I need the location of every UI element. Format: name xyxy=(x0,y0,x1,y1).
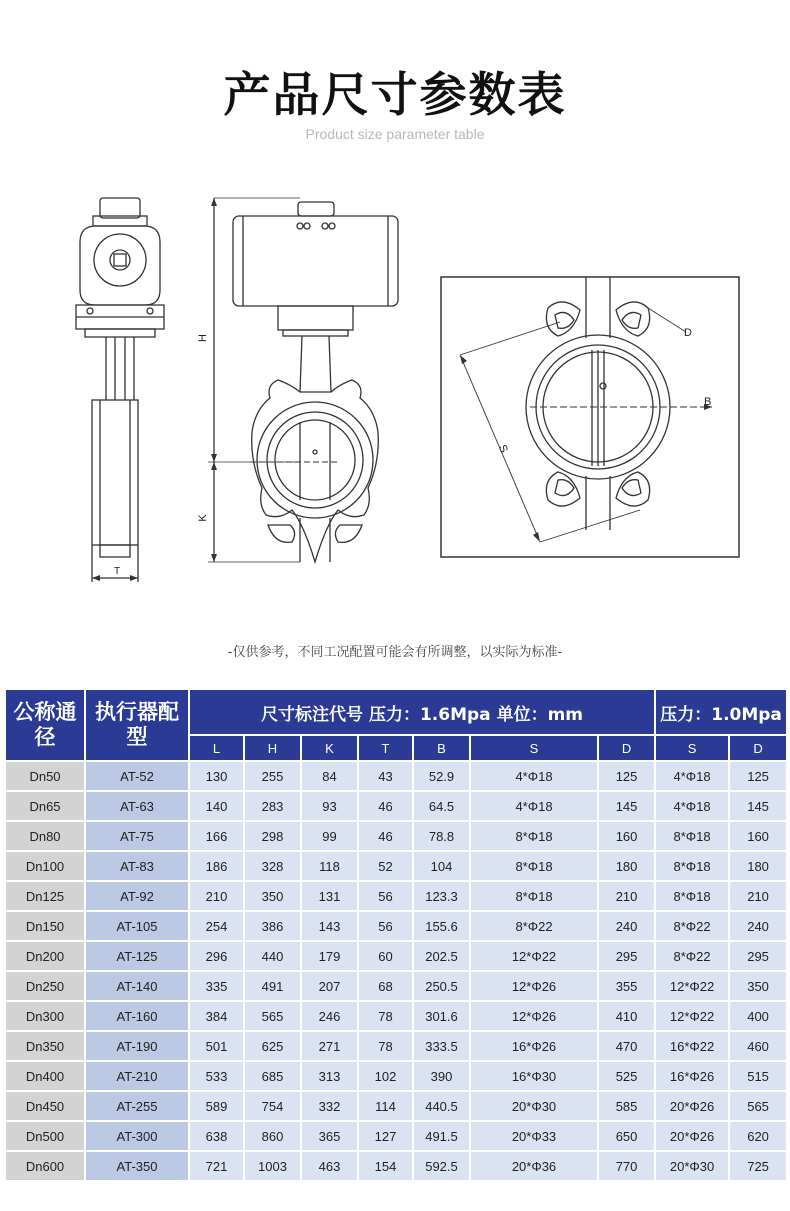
dimension-cell: 8*Φ18 xyxy=(470,821,598,851)
dimension-cell: 460 xyxy=(729,1031,787,1061)
dimension-cell: 131 xyxy=(301,881,358,911)
actuator-model-cell: AT-255 xyxy=(85,1091,189,1121)
table-row xyxy=(5,761,787,791)
dimension-cell: 721 xyxy=(189,1151,244,1181)
dimension-cell: 491.5 xyxy=(413,1121,470,1151)
dimension-cell: 20*Φ30 xyxy=(655,1151,729,1181)
front-view-drawing xyxy=(208,198,398,562)
header-dimension-1-6mpa: 尺寸标注代号 压力：1.6Mpa 单位：mm xyxy=(189,689,655,735)
column-header: L xyxy=(189,735,244,761)
actuator-model-cell: AT-63 xyxy=(85,791,189,821)
dimension-cell: 207 xyxy=(301,971,358,1001)
dimension-cell: 78 xyxy=(358,1031,413,1061)
dimension-cell: 114 xyxy=(358,1091,413,1121)
dimension-cell: 210 xyxy=(729,881,787,911)
dimension-cell: 589 xyxy=(189,1091,244,1121)
table-row xyxy=(5,1151,787,1181)
dimension-cell: 295 xyxy=(729,941,787,971)
dimension-cell: 8*Φ22 xyxy=(655,941,729,971)
dimension-cell: 12*Φ22 xyxy=(470,941,598,971)
dimension-cell: 20*Φ36 xyxy=(470,1151,598,1181)
dimension-cell: 8*Φ22 xyxy=(470,911,598,941)
dimension-cell: 78.8 xyxy=(413,821,470,851)
table-row xyxy=(5,1121,787,1151)
header-actuator-model: 执行器配型 xyxy=(85,689,189,761)
dimension-cell: 52 xyxy=(358,851,413,881)
dimension-cell: 565 xyxy=(244,1001,301,1031)
table-row xyxy=(5,791,787,821)
dimension-cell: 43 xyxy=(358,761,413,791)
column-header: K xyxy=(301,735,358,761)
nominal-diameter-cell: Dn100 xyxy=(5,851,85,881)
dimension-cell: 179 xyxy=(301,941,358,971)
dimension-cell: 685 xyxy=(244,1061,301,1091)
dimension-cell: 350 xyxy=(244,881,301,911)
nominal-diameter-cell: Dn300 xyxy=(5,1001,85,1031)
column-header: S xyxy=(655,735,729,761)
dimension-cell: 250.5 xyxy=(413,971,470,1001)
column-header: T xyxy=(358,735,413,761)
nominal-diameter-cell: Dn350 xyxy=(5,1031,85,1061)
nominal-diameter-cell: Dn400 xyxy=(5,1061,85,1091)
dimension-cell: 4*Φ18 xyxy=(655,791,729,821)
dimension-cell: 386 xyxy=(244,911,301,941)
nominal-diameter-cell: Dn150 xyxy=(5,911,85,941)
nominal-diameter-cell: Dn200 xyxy=(5,941,85,971)
dimension-cell: 565 xyxy=(729,1091,787,1121)
dimension-cell: 470 xyxy=(598,1031,655,1061)
dimension-cell: 770 xyxy=(598,1151,655,1181)
dimension-cell: 296 xyxy=(189,941,244,971)
nominal-diameter-cell: Dn65 xyxy=(5,791,85,821)
dimension-cell: 155.6 xyxy=(413,911,470,941)
dimension-cell: 365 xyxy=(301,1121,358,1151)
dimension-cell: 16*Φ22 xyxy=(655,1031,729,1061)
dimension-cell: 246 xyxy=(301,1001,358,1031)
dimension-cell: 620 xyxy=(729,1121,787,1151)
dimension-cell: 8*Φ18 xyxy=(470,851,598,881)
dimension-cell: 210 xyxy=(189,881,244,911)
dimension-cell: 160 xyxy=(729,821,787,851)
table-row xyxy=(5,1061,787,1091)
table-row xyxy=(5,1091,787,1121)
dimension-cell: 390 xyxy=(413,1061,470,1091)
nominal-diameter-cell: Dn250 xyxy=(5,971,85,1001)
actuator-model-cell: AT-190 xyxy=(85,1031,189,1061)
valve-dimension-drawing xyxy=(0,170,790,600)
dimension-cell: 638 xyxy=(189,1121,244,1151)
nominal-diameter-cell: Dn80 xyxy=(5,821,85,851)
dimension-cell: 298 xyxy=(244,821,301,851)
table-row xyxy=(5,881,787,911)
dimension-cell: 20*Φ26 xyxy=(655,1121,729,1151)
table-row xyxy=(5,911,787,941)
dimension-cell: 650 xyxy=(598,1121,655,1151)
dimension-cell: 64.5 xyxy=(413,791,470,821)
dim-label-k: K xyxy=(197,514,209,522)
dimension-cell: 332 xyxy=(301,1091,358,1121)
dimension-cell: 8*Φ18 xyxy=(655,851,729,881)
dimension-cell: 20*Φ30 xyxy=(470,1091,598,1121)
dimension-cell: 125 xyxy=(598,761,655,791)
dimension-cell: 93 xyxy=(301,791,358,821)
dimension-cell: 60 xyxy=(358,941,413,971)
dimension-cell: 84 xyxy=(301,761,358,791)
column-header: B xyxy=(413,735,470,761)
dimension-cell: 140 xyxy=(189,791,244,821)
dimension-cell: 515 xyxy=(729,1061,787,1091)
header-nominal-diameter: 公称通径 xyxy=(5,689,85,761)
column-header: D xyxy=(598,735,655,761)
dimension-cell: 180 xyxy=(729,851,787,881)
dimension-cell: 210 xyxy=(598,881,655,911)
dim-label-b: B xyxy=(704,396,712,408)
dimension-cell: 440.5 xyxy=(413,1091,470,1121)
dimension-cell: 400 xyxy=(729,1001,787,1031)
dimension-cell: 118 xyxy=(301,851,358,881)
dimension-cell: 463 xyxy=(301,1151,358,1181)
dimension-cell: 283 xyxy=(244,791,301,821)
page-title: 产品尺寸参数表 xyxy=(223,68,567,123)
actuator-model-cell: AT-52 xyxy=(85,761,189,791)
table-row xyxy=(5,1001,787,1031)
parameter-table xyxy=(4,688,788,1182)
nominal-diameter-cell: Dn125 xyxy=(5,881,85,911)
dimension-cell: 20*Φ33 xyxy=(470,1121,598,1151)
dimension-cell: 52.9 xyxy=(413,761,470,791)
actuator-model-cell: AT-92 xyxy=(85,881,189,911)
dimension-cell: 166 xyxy=(189,821,244,851)
dimension-cell: 20*Φ26 xyxy=(655,1091,729,1121)
dimension-cell: 525 xyxy=(598,1061,655,1091)
dimension-cell: 180 xyxy=(598,851,655,881)
dimension-cell: 12*Φ26 xyxy=(470,1001,598,1031)
dimension-cell: 240 xyxy=(598,911,655,941)
nominal-diameter-cell: Dn450 xyxy=(5,1091,85,1121)
dimension-cell: 16*Φ30 xyxy=(470,1061,598,1091)
dimension-cell: 16*Φ26 xyxy=(470,1031,598,1061)
dimension-cell: 355 xyxy=(598,971,655,1001)
table-row xyxy=(5,941,787,971)
dimension-cell: 328 xyxy=(244,851,301,881)
dimension-cell: 301.6 xyxy=(413,1001,470,1031)
dimension-cell: 12*Φ22 xyxy=(655,971,729,1001)
table-row xyxy=(5,971,787,1001)
dimension-cell: 12*Φ26 xyxy=(470,971,598,1001)
dimension-cell: 533 xyxy=(189,1061,244,1091)
dimension-cell: 271 xyxy=(301,1031,358,1061)
dimension-cell: 130 xyxy=(189,761,244,791)
column-header: S xyxy=(470,735,598,761)
actuator-model-cell: AT-160 xyxy=(85,1001,189,1031)
actuator-model-cell: AT-140 xyxy=(85,971,189,1001)
dimension-cell: 440 xyxy=(244,941,301,971)
dimension-cell: 125 xyxy=(729,761,787,791)
dimension-cell: 501 xyxy=(189,1031,244,1061)
dimension-cell: 240 xyxy=(729,911,787,941)
dimension-cell: 4*Φ18 xyxy=(470,791,598,821)
dimension-cell: 625 xyxy=(244,1031,301,1061)
dimension-cell: 350 xyxy=(729,971,787,1001)
actuator-model-cell: AT-210 xyxy=(85,1061,189,1091)
dimension-cell: 154 xyxy=(358,1151,413,1181)
dimension-cell: 335 xyxy=(189,971,244,1001)
flange-view-drawing xyxy=(441,277,739,557)
dimension-cell: 46 xyxy=(358,821,413,851)
dimension-cell: 145 xyxy=(598,791,655,821)
dimension-cell: 160 xyxy=(598,821,655,851)
column-header: D xyxy=(729,735,787,761)
dimension-cell: 8*Φ22 xyxy=(655,911,729,941)
table-header-row xyxy=(5,689,787,735)
table-body xyxy=(5,761,787,1181)
nominal-diameter-cell: Dn500 xyxy=(5,1121,85,1151)
dimension-cell: 145 xyxy=(729,791,787,821)
reference-note: -仅供参考，不同工况配置可能会有所调整，以实际为标准- xyxy=(227,645,563,660)
dim-label-t: T xyxy=(113,566,121,577)
dimension-cell: 202.5 xyxy=(413,941,470,971)
dimension-cell: 8*Φ18 xyxy=(470,881,598,911)
dim-label-s: S xyxy=(495,443,510,455)
dimension-cell: 4*Φ18 xyxy=(655,761,729,791)
header-pressure-1-0mpa: 压力：1.0Mpa xyxy=(655,689,787,735)
dimension-cell: 1003 xyxy=(244,1151,301,1181)
dimension-cell: 143 xyxy=(301,911,358,941)
nominal-diameter-cell: Dn600 xyxy=(5,1151,85,1181)
dimension-cell: 102 xyxy=(358,1061,413,1091)
dimension-cell: 255 xyxy=(244,761,301,791)
dimension-cell: 104 xyxy=(413,851,470,881)
actuator-model-cell: AT-300 xyxy=(85,1121,189,1151)
dimension-cell: 725 xyxy=(729,1151,787,1181)
dimension-cell: 754 xyxy=(244,1091,301,1121)
page-subtitle: Product size parameter table xyxy=(305,126,485,142)
dimension-cell: 46 xyxy=(358,791,413,821)
actuator-model-cell: AT-125 xyxy=(85,941,189,971)
dimension-cell: 99 xyxy=(301,821,358,851)
dimension-cell: 186 xyxy=(189,851,244,881)
actuator-model-cell: AT-350 xyxy=(85,1151,189,1181)
dimension-cell: 123.3 xyxy=(413,881,470,911)
dimension-cell: 78 xyxy=(358,1001,413,1031)
dimension-cell: 8*Φ18 xyxy=(655,821,729,851)
dimension-cell: 295 xyxy=(598,941,655,971)
dim-label-h: H xyxy=(197,334,209,342)
table-row xyxy=(5,851,787,881)
actuator-model-cell: AT-105 xyxy=(85,911,189,941)
dimension-cell: 384 xyxy=(189,1001,244,1031)
dimension-cell: 333.5 xyxy=(413,1031,470,1061)
actuator-model-cell: AT-83 xyxy=(85,851,189,881)
dimension-cell: 8*Φ18 xyxy=(655,881,729,911)
actuator-model-cell: AT-75 xyxy=(85,821,189,851)
dimension-cell: 16*Φ26 xyxy=(655,1061,729,1091)
nominal-diameter-cell: Dn50 xyxy=(5,761,85,791)
dimension-cell: 127 xyxy=(358,1121,413,1151)
table-row xyxy=(5,1031,787,1061)
dimension-cell: 585 xyxy=(598,1091,655,1121)
dimension-cell: 592.5 xyxy=(413,1151,470,1181)
side-view-drawing xyxy=(76,198,164,582)
dimension-cell: 254 xyxy=(189,911,244,941)
dimension-cell: 313 xyxy=(301,1061,358,1091)
column-header: H xyxy=(244,735,301,761)
dimension-cell: 56 xyxy=(358,911,413,941)
dimension-cell: 410 xyxy=(598,1001,655,1031)
table-row xyxy=(5,821,787,851)
dimension-cell: 4*Φ18 xyxy=(470,761,598,791)
dimension-cell: 860 xyxy=(244,1121,301,1151)
dimension-cell: 68 xyxy=(358,971,413,1001)
dimension-cell: 12*Φ22 xyxy=(655,1001,729,1031)
dimension-cell: 491 xyxy=(244,971,301,1001)
dim-label-d: D xyxy=(684,327,692,339)
dimension-cell: 56 xyxy=(358,881,413,911)
